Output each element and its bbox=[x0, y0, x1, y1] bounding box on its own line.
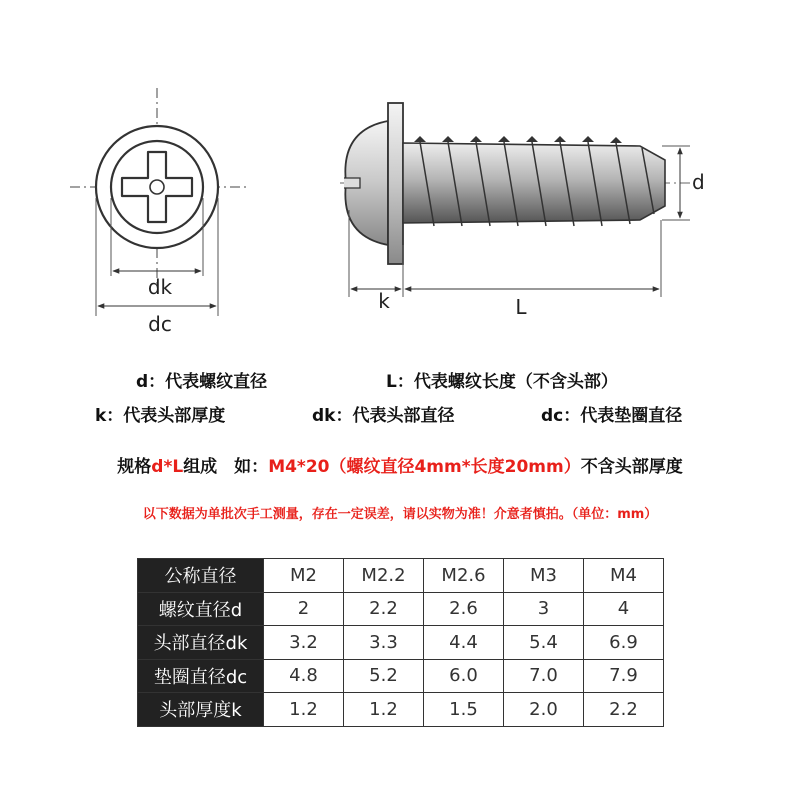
table-cell: 7.0 bbox=[504, 659, 584, 693]
table-cell: M2.2 bbox=[344, 559, 424, 593]
legend-k: k：代表头部厚度 bbox=[95, 406, 226, 426]
table-row bbox=[138, 559, 664, 593]
table-cell: 2.2 bbox=[344, 592, 424, 626]
legend-L: L：代表螺纹长度（不含头部） bbox=[386, 372, 618, 392]
d-label: d bbox=[692, 170, 705, 194]
measurement-note: 以下数据为单批次手工测量，存在一定误差，请以实物为准！介意者慎拍。（单位：mm） bbox=[142, 507, 658, 522]
table-cell: 5.2 bbox=[344, 659, 424, 693]
table-row bbox=[138, 693, 664, 727]
spec-formula: d*L bbox=[151, 457, 184, 477]
table-cell: 2.6 bbox=[424, 592, 504, 626]
table-cell: 5.4 bbox=[504, 626, 584, 660]
spec-table bbox=[137, 558, 664, 727]
table-cell: M2.6 bbox=[424, 559, 504, 593]
table-cell: 2 bbox=[264, 592, 344, 626]
table-cell: 3.2 bbox=[264, 626, 344, 660]
table-cell: 1.2 bbox=[344, 693, 424, 727]
front-view bbox=[70, 88, 250, 336]
table-row bbox=[138, 626, 664, 660]
legend-d: d：代表螺纹直径 bbox=[136, 372, 268, 392]
table-cell: 4.4 bbox=[424, 626, 504, 660]
legend-dk: dk：代表头部直径 bbox=[312, 406, 455, 426]
row-label: 头部直径dk bbox=[138, 626, 264, 660]
table-cell: 6.0 bbox=[424, 659, 504, 693]
table-cell: 3 bbox=[504, 592, 584, 626]
row-label: 螺纹直径d bbox=[138, 592, 264, 626]
table-cell: 1.2 bbox=[264, 693, 344, 727]
table-cell: 1.5 bbox=[424, 693, 504, 727]
table-cell: 6.9 bbox=[584, 626, 664, 660]
side-view bbox=[340, 103, 705, 319]
table-cell: 7.9 bbox=[584, 659, 664, 693]
row-label: 头部厚度k bbox=[138, 693, 264, 727]
legend-dc: dc：代表垫圈直径 bbox=[541, 406, 683, 426]
spec-mid: 组成 如： bbox=[183, 457, 269, 477]
k-label: k bbox=[378, 289, 390, 313]
spec-example: M4*20（螺纹直径4mm*长度20mm） bbox=[268, 457, 581, 477]
table-row bbox=[138, 592, 664, 626]
table-cell: M3 bbox=[504, 559, 584, 593]
L-label: L bbox=[515, 295, 527, 319]
table-cell: 3.3 bbox=[344, 626, 424, 660]
row-label: 公称直径 bbox=[138, 559, 264, 593]
spec-line bbox=[0, 452, 800, 477]
table-cell: 4.8 bbox=[264, 659, 344, 693]
table-cell: 2.0 bbox=[504, 693, 584, 727]
table-row bbox=[138, 659, 664, 693]
dk-label: dk bbox=[147, 275, 173, 299]
spec-suffix: 不含头部厚度 bbox=[580, 457, 683, 477]
spec-prefix: 规格 bbox=[117, 457, 152, 477]
table-cell: M4 bbox=[584, 559, 664, 593]
table-cell: M2 bbox=[264, 559, 344, 593]
screw-drawing bbox=[0, 0, 800, 340]
table-cell: 4 bbox=[584, 592, 664, 626]
row-label: 垫圈直径dc bbox=[138, 659, 264, 693]
dc-label: dc bbox=[148, 312, 172, 336]
table-cell: 2.2 bbox=[584, 693, 664, 727]
